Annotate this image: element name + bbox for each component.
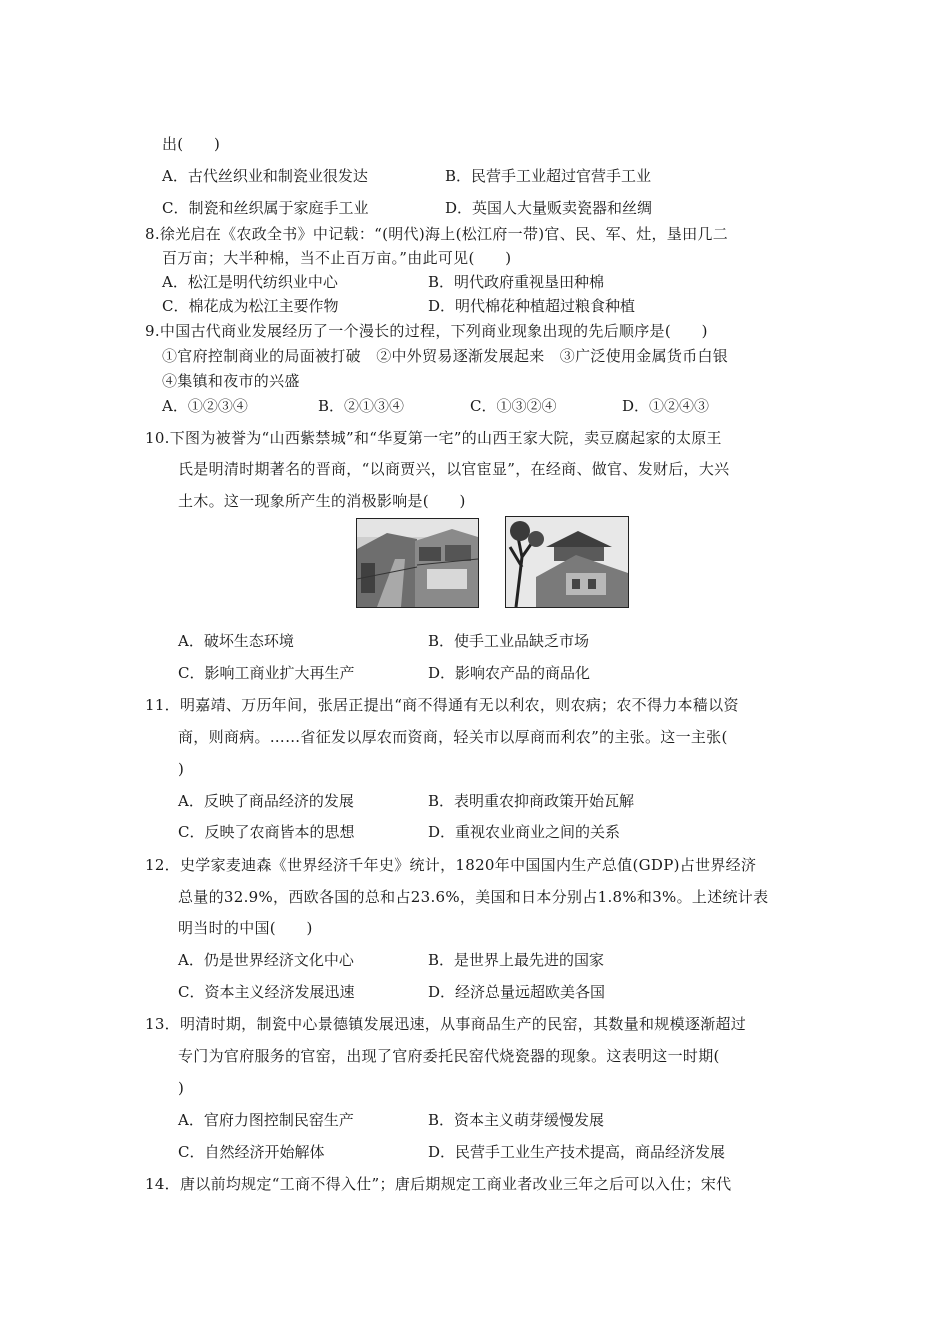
q13-option-c[interactable]: C．自然经济开始解体 (178, 1143, 325, 1161)
q11-option-a[interactable]: A．反映了商品经济的发展 (178, 792, 354, 810)
q9-option-b[interactable]: B．②①③④ (318, 397, 405, 415)
q11-option-b[interactable]: B．表明重农抑商政策开始瓦解 (428, 792, 635, 810)
q12-option-c[interactable]: C．资本主义经济发展迅速 (178, 983, 355, 1001)
q12-stem-line2: 总量的32.9%，西欧各国的总和占23.6%，美国和日本分别占1.8%和3%。上述统计表 (178, 888, 769, 906)
q10-stem-line1: 10.下图为被誉为“山西紫禁城”和“华夏第一宅”的山西王家大院，卖豆腐起家的太原王 (145, 429, 722, 447)
q7-option-c[interactable]: C．制瓷和丝织属于家庭手工业 (162, 199, 369, 217)
q9-stem-line2: ①官府控制商业的局面被打破 ②中外贸易逐渐发展起来 ③广泛使用金属货币白银 (162, 347, 729, 365)
q8-stem-line1: 8.徐光启在《农政全书》中记载：“(明代)海上(松江府一带)官、民、军、灶，垦田几二 (145, 225, 728, 243)
q9-option-a[interactable]: A．①②③④ (162, 397, 248, 415)
q10-option-a[interactable]: A．破坏生态环境 (178, 632, 294, 650)
wang-family-compound-street-photo (356, 518, 479, 608)
q11-option-d[interactable]: D．重视农业商业之间的关系 (428, 823, 621, 841)
q10-option-d[interactable]: D．影响农产品的商品化 (428, 664, 591, 682)
q12-option-a[interactable]: A．仍是世界经济文化中心 (178, 951, 354, 969)
q12-option-d[interactable]: D．经济总量远超欧美各国 (428, 983, 606, 1001)
q8-stem-line2: 百万亩；大半种棉，当不止百万亩。”由此可见( ) (162, 249, 512, 267)
q12-stem-line3: 明当时的中国( ) (178, 919, 313, 937)
q13-stem-line3: ) (178, 1079, 185, 1097)
q13-option-d[interactable]: D．民营手工业生产技术提高，商品经济发展 (428, 1143, 726, 1161)
q13-option-b[interactable]: B．资本主义萌芽缓慢发展 (428, 1111, 605, 1129)
q8-option-c[interactable]: C．棉花成为松江主要作物 (162, 297, 339, 315)
q7-option-a[interactable]: A．古代丝织业和制瓷业很发达 (162, 167, 368, 185)
q10-option-c[interactable]: C．影响工商业扩大再生产 (178, 664, 355, 682)
q8-option-a[interactable]: A．松江是明代纺织业中心 (162, 273, 338, 291)
q10-option-b[interactable]: B．使手工业品缺乏市场 (428, 632, 590, 650)
q10-stem-line3: 土木。这一现象所产生的消极影响是( ) (178, 492, 466, 510)
q12-stem-line1: 12．史学家麦迪森《世界经济千年史》统计，1820年中国国内生产总值(GDP)占世界经济 (145, 856, 757, 874)
q7-option-d[interactable]: D．英国人大量贩卖瓷器和丝绸 (445, 199, 653, 217)
q9-stem-line3: ④集镇和夜市的兴盛 (162, 372, 300, 390)
q13-stem-line2: 专门为官府服务的官窑，出现了官府委托民窑代烧瓷器的现象。这表明这一时期( (178, 1047, 720, 1065)
q13-stem-line1: 13．明清时期，制瓷中心景德镇发展迅速，从事商品生产的民窑，其数量和规模逐渐超过 (145, 1015, 747, 1033)
wang-family-compound-pavilion-photo (505, 516, 629, 608)
q13-option-a[interactable]: A．官府力图控制民窑生产 (178, 1111, 354, 1129)
q9-option-d[interactable]: D．①②④③ (622, 397, 710, 415)
q10-stem-line2: 氏是明清时期著名的晋商，“以商贾兴，以官宦显”，在经商、做官、发财后，大兴 (178, 460, 730, 478)
q7-stem-tail: 出( ) (162, 135, 221, 153)
q11-stem-line3: ) (178, 760, 185, 778)
q14-stem-line1: 14．唐以前均规定“工商不得入仕”；唐后期规定工商业者改业三年之后可以入仕；宋代 (145, 1175, 732, 1193)
q9-stem-line1: 9.中国古代商业发展经历了一个漫长的过程，下列商业现象出现的先后顺序是( ) (145, 322, 708, 340)
q9-option-c[interactable]: C．①③②④ (470, 397, 557, 415)
q11-stem-line1: 11．明嘉靖、万历年间，张居正提出“商不得通有无以利农，则农病；农不得力本穑以资 (145, 696, 739, 714)
q11-option-c[interactable]: C．反映了农商皆本的思想 (178, 823, 355, 841)
q11-stem-line2: 商，则商病。……省征发以厚农而资商，轻关市以厚商而利农”的主张。这一主张( (178, 728, 728, 746)
q7-option-b[interactable]: B．民营手工业超过官营手工业 (445, 167, 652, 185)
q12-option-b[interactable]: B．是世界上最先进的国家 (428, 951, 605, 969)
q8-option-d[interactable]: D．明代棉花种植超过粮食种植 (428, 297, 636, 315)
q8-option-b[interactable]: B．明代政府重视垦田种棉 (428, 273, 605, 291)
